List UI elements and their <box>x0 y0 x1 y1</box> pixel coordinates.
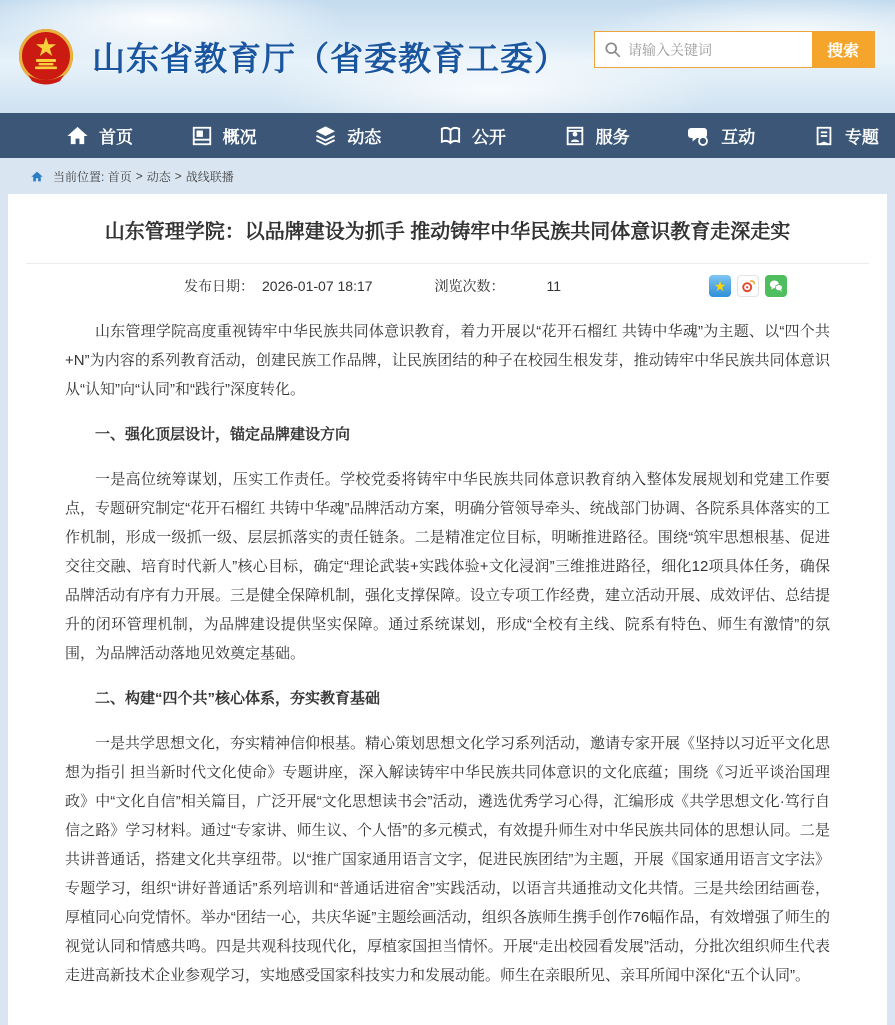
section-heading-1: 一、强化顶层设计，锚定品牌建设方向 <box>95 426 351 443</box>
article-card <box>8 194 887 1025</box>
nav-item-label: 概况 <box>222 128 257 147</box>
breadcrumb-item-frontline[interactable]: 战线联播 <box>185 169 234 184</box>
publish-date-value: 2026-01-07 18:17 <box>262 278 373 294</box>
national-emblem-logo <box>14 25 78 89</box>
site-brand[interactable] <box>0 25 568 89</box>
home-icon <box>66 124 89 147</box>
article-title: 山东管理学院：以品牌建设为抓手 推动铸牢中华民族共同体意识教育走深走实 <box>104 221 791 243</box>
wechat-share-icon[interactable] <box>765 275 787 297</box>
nav-item-news[interactable] <box>310 123 385 148</box>
nav-item-interaction[interactable] <box>683 123 759 148</box>
nav-item-overview[interactable] <box>187 123 261 148</box>
nav-item-home[interactable] <box>62 123 137 148</box>
publish-date-label: 发布日期： <box>184 278 254 294</box>
breadcrumb-separator: > <box>174 169 182 183</box>
section-heading-2: 二、构建“四个共”核心体系，夯实教育基础 <box>95 690 381 707</box>
nav-item-topics[interactable] <box>809 123 883 148</box>
site-title: 山东省教育厅（省委教育工委） <box>92 40 568 77</box>
search-button[interactable]: 搜索 <box>812 32 874 67</box>
openness-icon <box>439 124 462 147</box>
site-header <box>0 0 895 113</box>
share-buttons <box>709 275 787 297</box>
breadcrumb-home-icon <box>30 170 44 183</box>
nav-item-label: 动态 <box>347 128 382 147</box>
article-paragraph: 一是高位统筹谋划，压实工作责任。学校党委将铸牢中华民族共同体意识教育纳入整体发展规划和党建工作要点，专题研究制定“花开石榴红 共铸中华魂”品牌活动方案，明确分管领导牵头、统战部门协调、各院系具体落实的工作机制，形成一级抓一级、层层抓落实的责任链条。二是精准定位目标，明晰推进路径。围绕“筑牢思想根基、促进交往交融、培育时代新人”核心目标，确定“理论武装+实践体验+文化浸润”三维推进路径，细化12项具体任务，确保品牌活动有序有力开展。三是健全保障机制，强化支撑保障。设立专项工作经费，建立活动开展、成效评估、总结提升的闭环管理机制，为品牌建设提供坚实保障。通过系统谋划，形成“全校有主线、院系有特色、师生有激情”的氛围，为品牌活动落地见效奠定基础。 <box>65 471 831 662</box>
nav-item-service[interactable] <box>560 123 634 148</box>
overview-icon <box>191 125 213 147</box>
article-paragraph: 山东管理学院高度重视铸牢中华民族共同体意识教育，着力开展以“花开石榴红 共铸中华魂”为主题、以“四个共+N”为内容的系列教育活动，创建民族工作品牌，让民族团结的种子在校园生根发芽，推动铸牢中华民族共同体意识从“认知”向“认同”和“践行”深度转化。 <box>65 323 830 398</box>
article-paragraph: 一是共学思想文化，夯实精神信仰根基。精心策划思想文化学习系列活动，邀请专家开展《坚持以习近平文化思想为指引 担当新时代文化使命》专题讲座，深入解读铸牢中华民族共同体意识的文化底蕴；围绕《习近平谈治国理政》中“文化自信”相关篇目，广泛开展“文化思想读书会”活动，遴选优秀学习心得，汇编形成《共学思想文化·笃行自信之路》学习材料。通过“专家讲、师生议、个人悟”的多元模式，有效提升师生对中华民族共同体的思想认同。二是共讲普通话，搭建文化共享纽带。以“推广国家通用语言文字，促进民族团结”为主题，开展《国家通用语言文字法》专题学习，组织“讲好普通话”系列培训和“普通话进宿舍”实践活动，以语言共通推动文化共情。三是共绘团结画卷，厚植同心向党情怀。举办“团结一心，共庆华诞”主题绘画活动，组织各族师生携手创作76幅作品，有效增强了师生的视觉认同和情感共鸣。四是共观科技现代化，厚植家国担当情怀。开展“走出校园看发展”活动，分批次组织师生代表走进高新技术企业参观学习，实地感受国家科技实力和发展动能。师生在亲眼所见、亲耳所闻中深化“五个认同”。 <box>65 735 831 984</box>
breadcrumb-item-home[interactable]: 首页 <box>107 169 132 184</box>
nav-item-label: 互动 <box>721 128 756 147</box>
main-nav <box>0 113 895 158</box>
qzone-share-icon[interactable]: ★ <box>709 275 731 297</box>
nav-item-label: 专题 <box>844 128 879 147</box>
weibo-share-icon[interactable] <box>737 275 759 297</box>
nav-item-label: 首页 <box>99 128 133 147</box>
breadcrumb <box>0 158 895 194</box>
news-icon <box>314 124 337 147</box>
article-body <box>8 297 887 990</box>
article-meta <box>8 264 887 297</box>
views-value: 11 <box>546 278 562 294</box>
breadcrumb-item-news[interactable]: 动态 <box>146 169 171 184</box>
topics-icon <box>813 125 835 147</box>
nav-item-label: 服务 <box>595 128 630 147</box>
search-input[interactable] <box>628 32 812 67</box>
search-box <box>594 31 875 68</box>
search-icon <box>604 41 621 58</box>
breadcrumb-separator: > <box>135 169 143 183</box>
views-label: 浏览次数： <box>434 278 505 294</box>
nav-item-openness[interactable] <box>435 123 510 148</box>
nav-item-label: 公开 <box>471 128 506 147</box>
interaction-icon <box>687 124 711 148</box>
breadcrumb-label: 当前位置: <box>53 169 105 184</box>
service-icon <box>564 125 586 147</box>
